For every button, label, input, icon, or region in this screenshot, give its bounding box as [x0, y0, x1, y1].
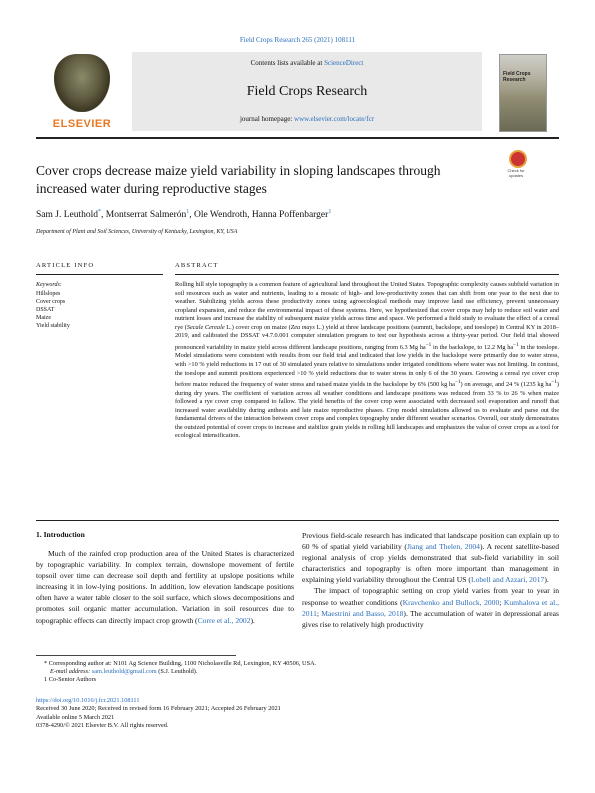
- journal-title: Field Crops Research: [246, 84, 368, 99]
- contents-line: Contents lists available at ScienceDirect: [250, 59, 364, 67]
- sciencedirect-link[interactable]: ScienceDirect: [324, 59, 364, 67]
- citation-link[interactable]: Kravchenko and Bullock, 2000: [402, 597, 500, 607]
- article-info-label: ARTICLE INFO: [36, 262, 95, 269]
- keyword: Maize: [36, 315, 51, 321]
- email-note: E-mail address: sam.leuthold@gmail.com (S.J. Leuthold).: [50, 668, 198, 676]
- keyword: Hillslopes: [36, 291, 61, 297]
- homepage-link[interactable]: www.elsevier.com/locate/fcr: [294, 115, 375, 123]
- author-name[interactable]: Hanna Poffenbarger: [251, 210, 329, 221]
- author-list: Sam J. Leuthold*, Montserrat Salmerón$^1$, Ole Wendroth, Hanna Poffenbarger$^1$: [36, 209, 332, 221]
- check-for-updates-badge[interactable]: [503, 150, 529, 180]
- keyword: Cover crops: [36, 299, 66, 305]
- homepage-line: journal homepage: www.elsevier.com/locate/fcr: [239, 115, 375, 123]
- abstract-bottom-rule: [36, 520, 559, 521]
- copyright: 0378-4290/© 2021 Elsevier B.V. All rights reserved.: [36, 722, 169, 730]
- intro-paragraph: Much of the rainfed crop production area of the United States is characterized by topographic variability. In complex terrain, downslope movement of fertile topsoil over time can decrease soil depth and fertility at upslope positions while increasing it in low-lying positions. In addition, low elevation landscape positions often have a water table closer to the soil surface, which slows decompositions and promotes soil organic matter accumulation. Variation in soil resources due to topographic effects can directly impact crop growth (Corre et al., 2002).: [36, 549, 294, 625]
- section-heading-introduction: 1. Introduction: [36, 530, 85, 539]
- corresponding-author-note: * Corresponding author at: N101 Ag Science Building, 1100 Nicholasville Rd, Lexington, KY 40506, USA.: [44, 660, 317, 667]
- abstract-rule: [175, 274, 559, 275]
- doi-link[interactable]: https://doi.org/10.1016/j.fcr.2021.108111: [36, 697, 140, 704]
- citation-link[interactable]: Kumhalova et al., 2011: [302, 597, 560, 618]
- author-mark[interactable]: *: [98, 209, 102, 215]
- intro-paragraph: The impact of topographic setting on crop yield varies from year to year in response to weather conditions (Kravchenko and Bullock, 2000; Kumhalova et al., 2011; Maestrini and Basso, 2018). The accumulation of water in depressional areas gives rise to relatively high productivity: [302, 586, 560, 629]
- article-title: [36, 162, 486, 198]
- citation-link[interactable]: Maestrini and Basso, 2018: [321, 608, 404, 618]
- author-mark[interactable]: 1: [186, 209, 190, 215]
- citation-link[interactable]: Lobell and Azzari, 2017: [470, 575, 545, 585]
- abstract-label: ABSTRACT: [175, 262, 219, 269]
- title-line-2: increased water during reproductive stages: [36, 181, 267, 196]
- abstract-text: Rolling hill style topography is a common feature of agricultural land throughout the United States. Topographic complexity causes subfield variation in soil resources such as water and nutrients, leading to a mosaic of high- and low-productivity zones that can shift from one year to the next due to weather. Stabilizing yields across these productivity zones using agroecological methods may improve land use efficiency, prevent unnecessary cropland expansion, and reduce the environmental impact of these systems. Here, we hypothesized that cover crops may help to reduce soil water and nutrient losses and increase the stability of subsequent maize yields across time and space. We performed a field study to evaluate the effect of a cereal rye (Secale Cereale L.) cover crop on maize (Zea mays L.) yield at three landscape positions (summit, backslope, and toeslope) in Central KY in 2018–2019, and calibrated the DSSAT v4.7.0.001 computer simulation program to test our hypothesis across a thirty-year period. Our field trial showed pronounced variability in maize yield across different landscape positions, ranging from 6.3 Mg $ha^{-1}$ in the backslope, to 12.2 Mg $ha^{-1}$ in the toeslope. Model simulations were consistent with results from our field trial and indicated that low yields in the backslope were primarily due to water stress, with >10 % yield reductions in 17 out of 30 simulated years relative to simulations under irrigated conditions where water was not limiting. In contrast, the toeslope and summit positions experienced >10 % yield reductions due to water stress in only 6 of the 30 years. Growing a cereal rye cover crop before maize reduced the frequency of water stress and raised maize yields in the backslope by 6% (500 kg $ha^{-1}$) on average, and 24 % (1235 kg $ha^{-1}$) during dry years. The coefficient of variation across all weather conditions and landscape positions was reduced from 33 % to 26 % when maize followed a rye cover crop compared to fallow. The yield benefits of the cover crop were associated with decreased soil evaporation and runoff that increased water availability during anthesis and late maize reproductive phases. Crop model simulations allowed us to evaluate and parse out the fundamental drivers of the interaction between cover crops and complex topography under different weather scenarios. Overall, our study demonstrates the outsized potential of cover crops to increase and stabilize grain yields in rolling hill landscapes and emphasizes the value of cover crops as a tool for ecological intensification.: [175, 281, 559, 440]
- author-name[interactable]: Montserrat Salmerón: [105, 210, 187, 221]
- keyword: DSSAT: [36, 307, 55, 313]
- keyword: Yield stability: [36, 323, 70, 329]
- elsevier-tree-icon: [54, 54, 110, 112]
- journal-header: [36, 52, 559, 131]
- journal-cover-image: [499, 54, 547, 132]
- intro-right-column: [302, 530, 559, 630]
- author-mark[interactable]: 1: [328, 209, 332, 215]
- intro-left-column: [36, 548, 294, 626]
- intro-paragraph: Previous field-scale research has indicated that landscape position can explain up to 60 % of spatial yield variability (Jiang and Thelen, 2004). A recent satellite-based regional analysis of crop yields demonstrated that sub-field variability in soil characteristics and topography is often more important than management in explaining yield variability throughout the Central US (Lobell and Azzari, 2017).: [302, 531, 559, 585]
- citation-link[interactable]: Jiang and Thelen, 2004: [406, 542, 480, 552]
- citation-link[interactable]: Corre et al., 2002: [197, 615, 251, 625]
- cover-title: Field Crops Research: [503, 71, 531, 83]
- header-divider: [36, 137, 559, 139]
- journal-info-band: [132, 52, 482, 131]
- received-dates: Received 30 June 2020; Received in revised form 16 February 2021; Accepted 26 February 2021: [36, 705, 281, 713]
- keywords-heading: Keywords:: [36, 282, 62, 288]
- author-name[interactable]: Sam J. Leuthold: [36, 210, 99, 221]
- journal-reference[interactable]: Field Crops Research 265 (2021) 108111: [239, 36, 356, 44]
- footnotes: [36, 660, 559, 685]
- affiliation: Department of Plant and Soil Sciences, University of Kentucky, Lexington, KY, USA: [36, 229, 238, 235]
- check-updates-icon: [509, 150, 527, 168]
- available-online: Available online 5 March 2021: [36, 713, 115, 721]
- email-link[interactable]: sam.leuthold@gmail.com: [91, 668, 157, 676]
- article-metadata: [36, 697, 559, 731]
- elsevier-logo: [36, 54, 128, 130]
- check-updates-label: Check for updates: [507, 168, 525, 178]
- article-info-rule: [36, 274, 163, 275]
- author-name[interactable]: Ole Wendroth: [193, 210, 248, 221]
- publisher-name: ELSEVIER: [52, 118, 112, 130]
- keywords-list: [36, 290, 70, 330]
- footnote-rule: [36, 655, 236, 656]
- title-line-1: Cover crops decrease maize yield variability in sloping landscapes through: [36, 163, 441, 178]
- co-senior-note: 1 Co-Senior Authors: [44, 676, 97, 684]
